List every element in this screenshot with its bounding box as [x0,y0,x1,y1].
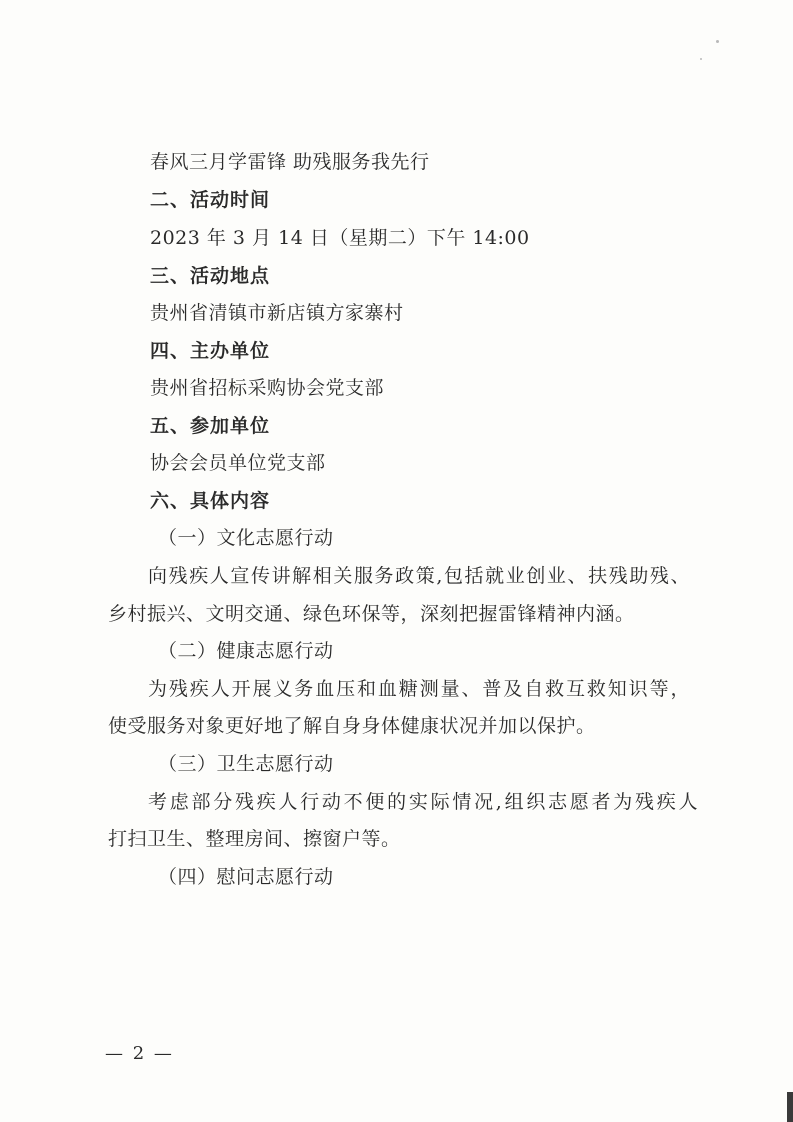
item-text-health-line1-content: 为残疾人开展义务血压和血糖测量、普及自救互救知识等， [148,678,690,700]
activity-time-text: 2023 年 3 月 14 日（星期二）下午 14:00 [150,227,530,249]
section-heading-organizer: 四、主办单位 [150,340,271,362]
activity-place-text: 贵州省清镇市新店镇方家寨村 [150,302,404,324]
section-heading-time: 二、活动时间 [150,189,271,211]
section-heading-participants: 五、参加单位 [150,415,271,437]
item-title-culture: （一）文化志愿行动 [158,527,334,549]
item-text-culture-line1-content: 向残疾人宣传讲解相关服务政策,包括就业创业、扶残助残、 [148,565,690,587]
item-text-culture-line2: 乡村振兴、文明交通、绿色环保等，深刻把握雷锋精神内涵。 [108,603,635,625]
page-number: — 2 — [105,1043,174,1064]
participants-text: 协会会员单位党支部 [150,452,326,474]
item-text-health-line1 [148,677,690,701]
item-text-culture-line1 [148,564,690,588]
item-text-hygiene-line1 [148,790,698,814]
organizer-text: 贵州省招标采购协会党支部 [150,377,385,399]
item-title-hygiene: （三）卫生志愿行动 [158,753,334,775]
theme-line: 春风三月学雷锋 助残服务我先行 [150,151,430,173]
scan-speck [716,40,719,43]
section-heading-content: 六、具体内容 [150,490,271,512]
item-text-hygiene-line2: 打扫卫生、整理房间、擦窗户等。 [108,828,401,850]
section-heading-place: 三、活动地点 [150,265,271,287]
item-title-condolence: （四）慰问志愿行动 [158,866,334,888]
item-text-health-line2: 使受服务对象更好地了解自身身体健康状况并加以保护。 [108,715,596,737]
scan-speck [700,58,702,60]
item-text-hygiene-line1-content: 考虑部分残疾人行动不便的实际情况,组织志愿者为残疾人 [148,791,698,813]
item-title-health: （二）健康志愿行动 [158,640,334,662]
scan-edge-mark [787,1092,793,1122]
